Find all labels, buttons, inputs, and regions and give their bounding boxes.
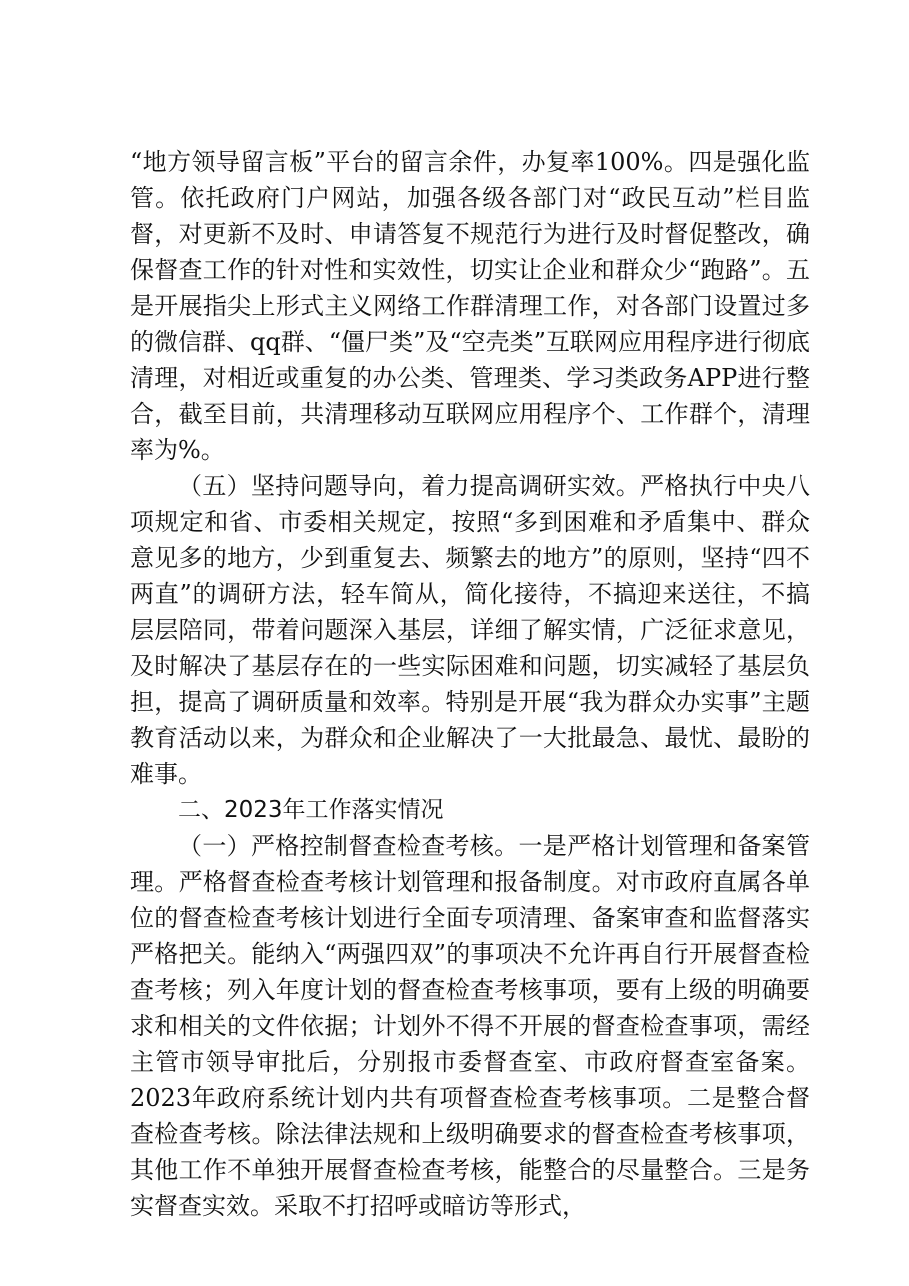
document-body <box>130 144 810 1224</box>
section-heading-2023-implementation: 二、2023年工作落实情况 <box>178 797 444 823</box>
paragraph-supervision-cleanup: “地方领导留言板”平台的留言余件，办复率100%。四是强化监管。依托政府门户网站，加强各级各部门对“政民互动”栏目监督，对更新不及时、申请答复不规范行为进行及时督促整改，确保督查工作的针对性和实效性，切实让企业和群众少“跑路”。五是开展指尖上形式主义网络工作群清理工作，对各部门设置过多的微信群、qq群、“僵尸类”及“空壳类”互联网应用程序进行彻底清理，对相近或重复的办公类、管理类、学习类政务APP进行整合，截至目前，共清理移动互联网应用程序个、工作群个，清理率为%。 <box>130 148 810 464</box>
paragraph-control-inspections: （一）严格控制督查检查考核。一是严格计划管理和备案管理。严格督查检查考核计划管理和报备制度。对市政府直属各单位的督查检查考核计划进行全面专项清理、备案审查和监督落实严格把关。能纳入“两强四双”的事项决不允许再自行开展督查检查考核；列入年度计划的督查检查考核事项，要有上级的明确要求和相关的文件依据；计划外不得不开展的督查检查事项，需经主管市领导审批后，分别报市委督查室、市政府督查室备案。2023年政府系统计划内共有项督查检查考核事项。二是整合督查检查考核。除法律法规和上级明确要求的督查检查考核事项，其他工作不单独开展督查检查考核，能整合的尽量整合。三是务实督查实效。采取不打招呼或暗访等形式， <box>130 832 810 1220</box>
paragraph-research-effectiveness: （五）坚持问题导向，着力提高调研实效。严格执行中央八项规定和省、市委相关规定，按照“多到困难和矛盾集中、群众意见多的地方，少到重复去、频繁去的地方”的原则，坚持“四不两直”的调研方法，轻车简从，简化接待，不搞迎来送往，不搞层层陪同，带着问题深入基层，详细了解实情，广泛征求意见，及时解决了基层存在的一些实际困难和问题，切实减轻了基层负担，提高了调研质量和效率。特别是开展“我为群众办实事”主题教育活动以来，为群众和企业解决了一大批最急、最忧、最盼的难事。 <box>130 472 810 788</box>
